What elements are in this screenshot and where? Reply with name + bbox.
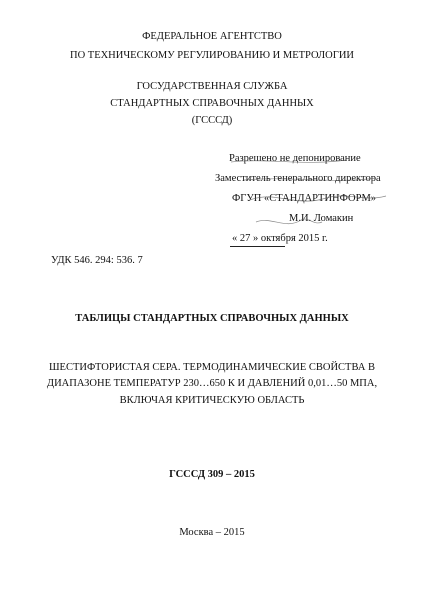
side-stamp bbox=[0, 520, 10, 595]
place-year: Москва – 2015 bbox=[179, 527, 245, 538]
subject-line-3: ВКЛЮЧАЯ КРИТИЧЕСКУЮ ОБЛАСТЬ bbox=[119, 395, 305, 406]
document-title: ТАБЛИЦЫ СТАНДАРТНЫХ СПРАВОЧНЫХ ДАННЫХ bbox=[75, 313, 349, 324]
udk-code: УДК 546. 294: 536. 7 bbox=[51, 255, 143, 266]
approval-line-2: Заместитель генерального директора bbox=[215, 173, 381, 184]
service-line-2: СТАНДАРТНЫХ СПРАВОЧНЫХ ДАННЫХ bbox=[110, 98, 314, 109]
approval-signer: М.И. Ломакин bbox=[289, 213, 354, 224]
agency-line-2: ПО ТЕХНИЧЕСКОМУ РЕГУЛИРОВАНИЮ И МЕТРОЛОГИИ bbox=[69, 50, 354, 61]
subject-line-1: ШЕСТИФТОРИСТАЯ СЕРА. ТЕРМОДИНАМИЧЕСКИЕ СВОЙСТВА В bbox=[48, 362, 376, 373]
agency-line-1: ФЕДЕРАЛЬНОЕ АГЕНТСТВО bbox=[142, 31, 282, 42]
document-designation: ГСССД 309 – 2015 bbox=[169, 469, 255, 480]
subject-line-2: ДИАПАЗОНЕ ТЕМПЕРАТУР 230…650 К И ДАВЛЕНИЙ 0,01…50 МПА, bbox=[46, 378, 378, 389]
approval-line-3: ФГУП «СТАНДАРТИНФОРМ» bbox=[232, 193, 377, 204]
service-line-3: (ГСССД) bbox=[191, 115, 233, 126]
approval-line-1: Разрешено не депонирование bbox=[229, 153, 361, 164]
service-line-1: ГОСУДАРСТВЕННАЯ СЛУЖБА bbox=[136, 81, 288, 92]
signature-line bbox=[230, 246, 285, 247]
approval-date: « 27 » октября 2015 г. bbox=[232, 233, 328, 244]
